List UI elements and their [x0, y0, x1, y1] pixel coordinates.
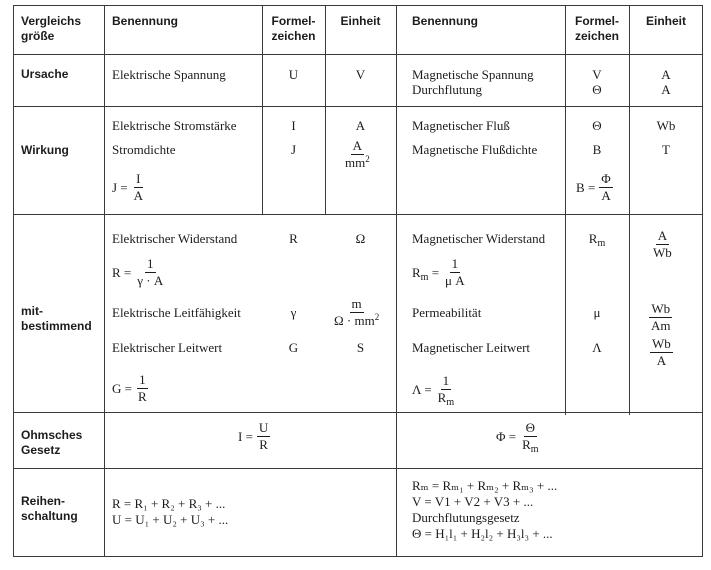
- unit-numerator: A: [352, 138, 363, 153]
- el-widerstand-symbol: R: [289, 231, 298, 246]
- formula-lhs: G =: [112, 380, 132, 396]
- el-widerstand-name: Elektrischer Widerstand: [112, 231, 238, 246]
- mag-spannung-unit: A A: [661, 67, 671, 97]
- mag-permeabilitaet-name: Permeabilität: [412, 305, 482, 320]
- denominator-subscript: m: [530, 444, 539, 455]
- mag-widerstand-symbol: [565, 231, 629, 249]
- mag-widerstand-unit: [651, 229, 674, 260]
- el-spannung-symbol: U: [288, 67, 299, 82]
- formula-lhs: J =: [112, 179, 128, 195]
- formula-fraction: [520, 420, 540, 455]
- header-einheit-electric: Einheit: [340, 14, 381, 28]
- mag-fluss-symbol: Θ: [592, 118, 602, 133]
- formula-fraction: [443, 257, 467, 288]
- formula-numerator: 1: [147, 256, 154, 271]
- el-stromstaerke-unit: A: [355, 118, 366, 133]
- symbol-subscript: m: [597, 238, 606, 249]
- row-divider: [13, 54, 703, 55]
- formula-numerator: I: [136, 171, 141, 186]
- formula-lhs: [412, 265, 439, 281]
- formula-numerator: U: [258, 420, 269, 435]
- unit-exponent: 2: [374, 312, 380, 322]
- formula-lhs: R =: [112, 264, 132, 280]
- el-leitfaehigkeit-symbol: γ: [290, 305, 297, 320]
- formula-denominator: R: [259, 437, 268, 452]
- el-reihe-spannung: U = U₁ + U₂ + U₃ + ...: [112, 512, 229, 527]
- unit-numerator: Wb: [651, 301, 671, 316]
- unit-base: Ω · mm: [334, 313, 375, 328]
- formula-fraction: [135, 257, 165, 288]
- unit-denominator: [343, 155, 372, 170]
- el-stromstaerke-name: Elektrische Stromstärke: [112, 118, 237, 133]
- mag-permeabilitaet-unit: [649, 302, 673, 333]
- el-leitfaehigkeit-name: Elektrische Leitfähigkeit: [112, 305, 241, 320]
- formula-numerator: Φ: [601, 171, 611, 186]
- mag-leitwert-symbol: Λ: [592, 340, 602, 355]
- column-divider: [325, 5, 326, 215]
- el-widerstand-formula: [112, 257, 165, 288]
- unit-denominator: A: [656, 353, 667, 368]
- row-divider: [13, 214, 703, 215]
- unit-denominator: Wb: [653, 245, 672, 260]
- formula-fraction: [136, 373, 149, 404]
- unit-denominator: [332, 313, 381, 328]
- formula-denominator: [436, 390, 456, 408]
- el-ohm-formula: [238, 421, 270, 452]
- formula-numerator: Θ: [525, 420, 536, 435]
- el-stromdichte-formula: [112, 172, 145, 203]
- mag-widerstand-name: Magnetischer Widerstand: [412, 231, 546, 246]
- row-divider: [13, 106, 703, 107]
- mag-spannung-name: Magnetische Spannung Durchflutung: [412, 67, 534, 97]
- el-spannung-name: Elektrische Spannung: [112, 67, 226, 82]
- unit-numerator: Wb: [652, 336, 671, 351]
- denominator-base: R: [522, 437, 531, 452]
- formula-denominator: R: [137, 389, 147, 404]
- row-label-wirkung: Wirkung: [21, 143, 69, 157]
- row-label-mitbestimmend: mit- bestimmend: [21, 304, 92, 333]
- formula-denominator: μ A: [445, 273, 465, 288]
- formula-fraction: [257, 421, 270, 452]
- lhs-equals: =: [431, 264, 440, 280]
- mag-spannung-symbol: V Θ: [592, 67, 602, 97]
- row-label-ohmsches-gesetz: Ohmsches Gesetz: [21, 428, 83, 457]
- el-leitwert-symbol: G: [288, 340, 299, 355]
- mag-leitwert-formula: [412, 373, 456, 408]
- formula-lhs: B =: [576, 179, 596, 195]
- mag-reihe-spannung: V = V1 + V2 + V3 + ...: [412, 494, 534, 509]
- formula-fraction: [599, 172, 613, 203]
- lhs-subscript: m: [420, 271, 429, 283]
- column-divider: [396, 5, 397, 557]
- el-reihe-widerstand: R = R₁ + R₂ + R₃ + ...: [112, 496, 226, 511]
- formula-fraction: [132, 172, 145, 203]
- unit-numerator: m: [351, 296, 362, 311]
- column-divider: [104, 5, 105, 557]
- el-leitwert-name: Elektrischer Leitwert: [112, 340, 223, 355]
- mag-durchflutungsgesetz-label: Durchflutungsgesetz: [412, 510, 520, 525]
- el-leitfaehigkeit-unit: [332, 297, 381, 328]
- row-label-reihenschaltung: Reihen- schaltung: [21, 494, 78, 523]
- unit-numerator: A: [657, 228, 668, 243]
- unit-exponent: 2: [365, 154, 370, 164]
- mag-flussdichte-unit: T: [662, 142, 670, 157]
- formula-lhs: Λ =: [412, 381, 432, 397]
- el-leitwert-unit: S: [356, 340, 365, 355]
- denominator-subscript: m: [446, 397, 455, 408]
- formula-denominator: A: [601, 188, 611, 203]
- mag-flussdichte-symbol: B: [592, 142, 602, 157]
- formula-fraction: [436, 373, 456, 408]
- mag-fluss-name: Magnetischer Fluß: [412, 118, 510, 133]
- el-stromdichte-symbol: J: [290, 142, 297, 157]
- mag-widerstand-formula: [412, 257, 467, 288]
- formula-lhs: Φ =: [496, 428, 517, 444]
- header-einheit-magnetic: Einheit: [645, 14, 686, 28]
- header-formelzeichen-magnetic: Formel- zeichen: [574, 14, 619, 43]
- symbol-base: R: [588, 231, 598, 246]
- mag-durchflutungsgesetz-formula: Θ = H₁l₁ + H₂l₂ + H₃l₃ + ...: [412, 526, 553, 541]
- denominator-base: R: [437, 390, 447, 405]
- formula-lhs: I =: [238, 428, 253, 444]
- mag-reihe-widerstand: Rₘ = Rₘ₁ + Rₘ₂ + Rₘ₃ + ...: [412, 478, 558, 493]
- formula-numerator: 1: [442, 373, 450, 388]
- el-leitwert-formula: [112, 373, 149, 404]
- mag-flussdichte-name: Magnetische Flußdichte: [412, 142, 538, 157]
- el-stromdichte-name: Stromdichte: [112, 142, 176, 157]
- el-spannung-unit: V: [355, 67, 366, 82]
- el-stromdichte-unit: [343, 139, 372, 170]
- header-formelzeichen-electric: Formel- zeichen: [271, 14, 316, 43]
- header-benennung-electric: Benennung: [112, 14, 178, 28]
- el-widerstand-unit: Ω: [355, 231, 366, 246]
- formula-denominator: [520, 437, 540, 455]
- formula-denominator: A: [133, 188, 144, 203]
- mag-leitwert-name: Magnetischer Leitwert: [412, 340, 531, 355]
- mag-leitwert-unit: [650, 337, 673, 368]
- formula-denominator: γ · A: [137, 273, 164, 288]
- row-divider: [13, 412, 703, 413]
- lhs-base: R: [412, 264, 421, 280]
- formula-numerator: 1: [139, 372, 146, 387]
- el-stromstaerke-symbol: I: [291, 118, 296, 133]
- mag-ohm-formula: [496, 420, 541, 455]
- unit-denominator: Am: [651, 318, 671, 333]
- header-benennung-magnetic: Benennung: [412, 14, 478, 28]
- row-label-ursache: Ursache: [21, 67, 69, 81]
- header-vergleichsgroesse: Vergleichs größe: [21, 14, 82, 43]
- unit-base: mm: [345, 155, 366, 170]
- mag-fluss-unit: Wb: [656, 118, 676, 133]
- formula-numerator: 1: [451, 256, 459, 271]
- mag-flussdichte-formula: [576, 172, 613, 203]
- row-divider: [13, 468, 703, 469]
- mag-permeabilitaet-symbol: μ: [593, 305, 601, 320]
